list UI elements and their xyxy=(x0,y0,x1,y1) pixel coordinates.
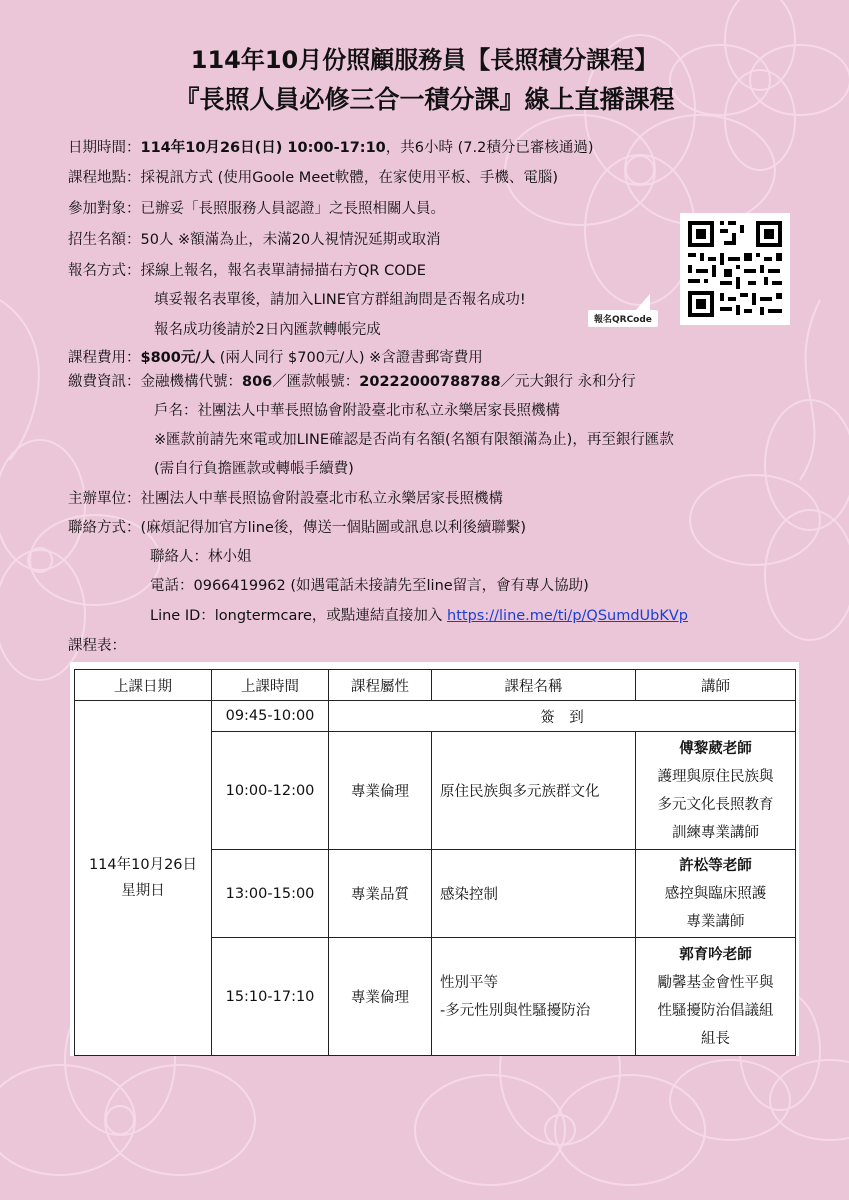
info-payment xyxy=(68,370,636,391)
pay-note1: ※匯款前請先來電或加LINE確認是否尚有名額(名額有限額滿為止)，再至銀行匯款 xyxy=(154,432,674,448)
signup-line3: 報名成功後請於2日內匯款轉帳完成 xyxy=(154,322,381,338)
date-suffix: ，共6小時 (7.2積分已審核通過) xyxy=(385,140,594,156)
signup-label: 報名方式： xyxy=(68,263,141,279)
info-host xyxy=(68,487,503,508)
pay-label: 繳費資訊： xyxy=(68,374,141,390)
target-value: 已辦妥「長照服務人員認證」之長照相關人員。 xyxy=(140,201,445,217)
date-value: 114年10月26日(日) 10:00-17:10 xyxy=(140,140,386,156)
header-time: 上課時間 xyxy=(212,670,329,701)
info-fee xyxy=(68,346,483,367)
info-location xyxy=(68,166,558,187)
qr-pointer xyxy=(636,294,650,310)
qr-tag: 報名QRCode xyxy=(588,310,658,327)
schedule-table xyxy=(74,669,796,1056)
info-date xyxy=(68,136,593,157)
date-label: 日期時間： xyxy=(68,140,141,156)
session-course xyxy=(432,732,636,850)
qr-code-icon xyxy=(680,213,790,325)
session-type: 專業倫理 xyxy=(329,732,432,850)
session-time: 13:00-15:00 xyxy=(212,850,329,938)
session-time: 10:00-12:00 xyxy=(212,732,329,850)
header-course: 課程名稱 xyxy=(432,670,636,701)
teacher-cell xyxy=(636,850,796,938)
quota-value: 50人 ※額滿為止，未滿20人視情況延期或取消 xyxy=(140,232,441,248)
session-type: 專業倫理 xyxy=(329,938,432,1056)
course-name-sub: -多元性別與性騷擾防治 xyxy=(440,1002,591,1019)
contact-person: 聯絡人：林小姐 xyxy=(150,549,252,565)
teacher-cell xyxy=(636,732,796,850)
info-contact xyxy=(68,516,526,537)
teacher-cell xyxy=(636,938,796,1056)
teacher-desc: 感控與臨床照護 xyxy=(664,885,767,902)
page-title-line2: 『長照人員必修三合一積分課』線上直播課程 xyxy=(174,85,675,114)
pay-bank-code: 806 xyxy=(242,374,273,390)
info-quota xyxy=(68,228,441,249)
header-date: 上課日期 xyxy=(75,670,212,701)
header-teacher: 講師 xyxy=(636,670,796,701)
fee-value: $800元/人 xyxy=(140,350,216,366)
course-name: 原住民族與多元族群文化 xyxy=(440,784,600,800)
target-label: 參加對象： xyxy=(68,201,141,217)
qr-code[interactable] xyxy=(680,213,790,325)
schedule-label: 課程表： xyxy=(68,638,126,654)
session-course xyxy=(432,850,636,938)
table-row-checkin xyxy=(75,701,796,732)
teacher-name: 郭育吟老師 xyxy=(679,946,752,963)
teacher-name: 傅黎葳老師 xyxy=(679,740,752,757)
contact-line xyxy=(150,604,688,625)
course-name: 感染控制 xyxy=(440,887,498,903)
contact-value: (麻煩記得加官方line後，傳送一個貼圖或訊息以利後續聯繫) xyxy=(140,520,526,536)
date-line2: 星期日 xyxy=(121,883,165,899)
teacher-desc: 多元文化長照教育 xyxy=(657,796,774,813)
pay-acct-no: 20222000788788 xyxy=(359,374,501,390)
pay-bank-label: 金融機構代號： xyxy=(140,374,242,390)
teacher-desc: 護理與原住民族與 xyxy=(657,768,774,785)
session-type: 專業品質 xyxy=(329,850,432,938)
checkin-time: 09:45-10:00 xyxy=(212,701,329,732)
host-label: 主辦單位： xyxy=(68,491,141,507)
quota-label: 招生名額： xyxy=(68,232,141,248)
page-title-line1: 114年10月份照顧服務員【長照積分課程】 xyxy=(190,46,659,74)
line-link[interactable]: https://line.me/ti/p/QSumdUbKVp xyxy=(447,608,688,624)
course-name: 性別平等 xyxy=(440,974,498,991)
pay-note2: (需自行負擔匯款或轉帳手續費) xyxy=(154,461,354,477)
contact-phone: 電話：0966419962 (如遇電話未接請先至line留言，會有專人協助) xyxy=(150,578,589,594)
teacher-desc: 組長 xyxy=(701,1030,730,1047)
signup-value: 採線上報名，報名表單請掃描右方QR CODE xyxy=(140,263,426,279)
info-target xyxy=(68,197,445,218)
date-line1: 114年10月26日 xyxy=(88,857,198,873)
location-value: 採視訊方式 (使用Goole Meet軟體，在家使用平板、手機、電腦) xyxy=(140,170,558,186)
host-value: 社團法人中華長照協會附設臺北市私立永樂居家長照機構 xyxy=(140,491,503,507)
teacher-desc: 專業講師 xyxy=(686,913,745,930)
teacher-desc: 性騷擾防治倡議組 xyxy=(657,1002,774,1019)
teacher-desc: 勵馨基金會性平與 xyxy=(657,974,774,991)
fee-label: 課程費用： xyxy=(68,350,141,366)
teacher-name: 許松等老師 xyxy=(679,857,752,874)
session-course xyxy=(432,938,636,1056)
table-header-row xyxy=(75,670,796,701)
header-type: 課程屬性 xyxy=(329,670,432,701)
teacher-desc: 訓練專業講師 xyxy=(672,824,759,841)
date-cell xyxy=(75,701,212,1056)
pay-holder: 戶名：社團法人中華長照協會附設臺北市私立永樂居家長照機構 xyxy=(154,403,560,419)
signup-line2: 填妥報名表單後，請加入LINE官方群組詢問是否報名成功! xyxy=(154,292,526,308)
session-time: 15:10-17:10 xyxy=(212,938,329,1056)
pay-bank-name: ／元大銀行 永和分行 xyxy=(500,374,636,390)
location-label: 課程地點： xyxy=(68,170,141,186)
contact-label: 聯絡方式： xyxy=(68,520,141,536)
info-signup xyxy=(68,259,426,280)
pay-acct-label: ／匯款帳號： xyxy=(272,374,360,390)
fee-rest: (兩人同行 $700元/人) ※含證書郵寄費用 xyxy=(215,350,483,366)
checkin-label: 簽 到 xyxy=(329,701,796,732)
contact-line-prefix: Line ID：longtermcare，或點連結直接加入 xyxy=(150,608,448,624)
